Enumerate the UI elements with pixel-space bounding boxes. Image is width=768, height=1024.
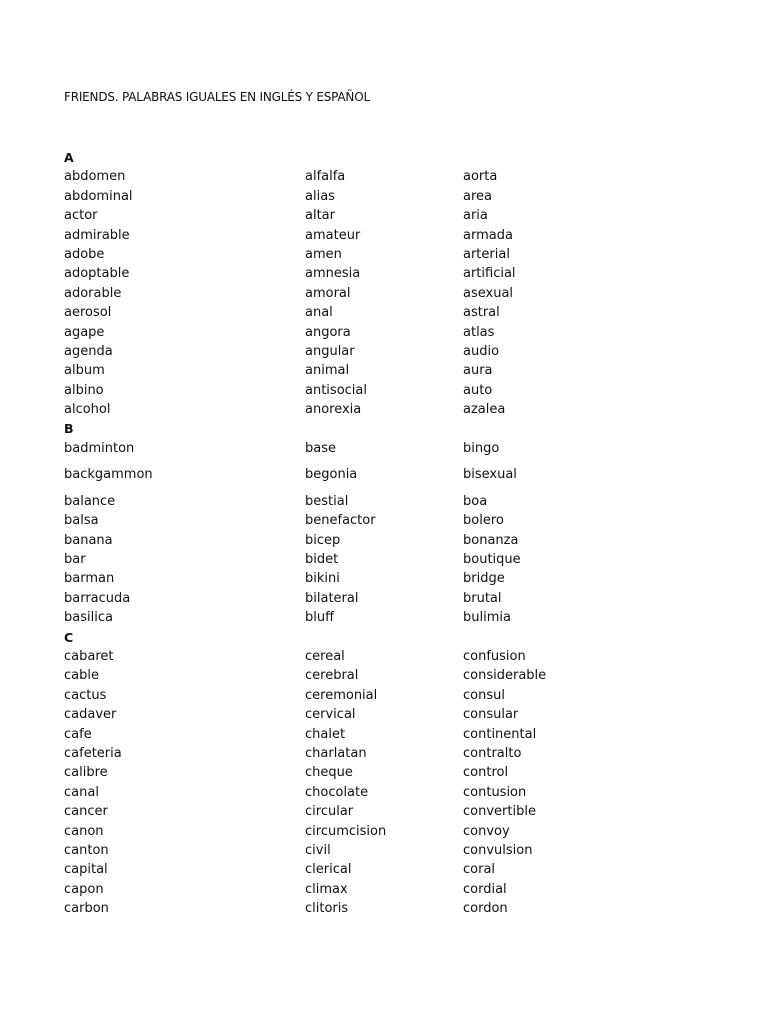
word-cell: bilateral [305, 590, 359, 606]
word-row [64, 666, 704, 685]
word-cell: alcohol [64, 402, 111, 418]
word-cell: animal [305, 363, 350, 379]
word-cell: contralto [463, 745, 522, 761]
word-row [64, 589, 704, 608]
section-letter-heading: B [64, 421, 74, 437]
word-row [64, 511, 704, 530]
word-cell: balance [64, 493, 116, 509]
word-row [64, 187, 704, 206]
word-cell: bar [64, 552, 86, 568]
word-cell: considerable [463, 668, 547, 684]
word-cell: antisocial [305, 382, 367, 398]
word-cell: charlatan [305, 745, 367, 761]
word-cell: bikini [305, 571, 340, 587]
word-row [64, 264, 704, 283]
word-row [64, 361, 704, 380]
word-row [64, 783, 704, 802]
word-cell: capon [64, 881, 104, 897]
word-row [64, 647, 704, 666]
word-cell: armada [463, 227, 513, 243]
word-row [64, 303, 704, 322]
word-cell: asexual [463, 285, 514, 301]
word-cell: cordial [463, 881, 507, 897]
word-cell: agape [64, 324, 105, 340]
word-cell: altar [305, 208, 335, 224]
word-cell: bisexual [463, 467, 517, 483]
word-cell: brutal [463, 590, 502, 606]
word-cell: contusion [463, 784, 527, 800]
word-row [64, 531, 704, 550]
word-row [64, 439, 704, 466]
word-cell: banana [64, 532, 113, 548]
word-cell: circumcision [305, 823, 387, 839]
word-cell: calibre [64, 765, 108, 781]
word-cell: coral [463, 862, 496, 878]
word-row [64, 323, 704, 342]
word-cell: balsa [64, 513, 99, 529]
word-cell: bluff [305, 610, 335, 626]
word-cell: convoy [463, 823, 510, 839]
word-cell: alfalfa [305, 169, 346, 185]
word-row [64, 284, 704, 303]
word-cell: barman [64, 571, 115, 587]
word-cell: bulimia [463, 610, 511, 626]
word-cell: consul [463, 687, 505, 703]
word-cell: adobe [64, 246, 105, 262]
word-cell: chalet [305, 726, 346, 742]
word-cell: confusion [463, 648, 526, 664]
word-cell: artificial [463, 266, 516, 282]
word-cell: bonanza [463, 532, 519, 548]
word-cell: aorta [463, 169, 498, 185]
word-cell: clitoris [305, 901, 349, 917]
word-row [64, 381, 704, 400]
word-cell: cabaret [64, 648, 114, 664]
word-row [64, 802, 704, 821]
word-cell: admirable [64, 227, 130, 243]
word-cell: aura [463, 363, 493, 379]
word-cell: astral [463, 305, 500, 321]
word-cell: basilica [64, 610, 113, 626]
word-cell: adorable [64, 285, 122, 301]
word-cell: amen [305, 246, 342, 262]
word-cell: cafe [64, 726, 92, 742]
word-cell: angora [305, 324, 351, 340]
word-row [64, 206, 704, 225]
word-list [64, 148, 704, 918]
word-cell: convulsion [463, 842, 533, 858]
word-cell: base [305, 440, 336, 456]
word-cell: clerical [305, 862, 352, 878]
word-row [64, 342, 704, 361]
word-row [64, 725, 704, 744]
word-cell: bridge [463, 571, 505, 587]
word-cell: area [463, 188, 492, 204]
word-cell: adoptable [64, 266, 130, 282]
section-letter-heading: C [64, 629, 74, 645]
word-cell: cactus [64, 687, 107, 703]
word-cell: amateur [305, 227, 361, 243]
word-cell: album [64, 363, 105, 379]
word-cell: convertible [463, 804, 536, 820]
word-cell: consular [463, 707, 519, 723]
word-cell: boutique [463, 552, 521, 568]
word-cell: amnesia [305, 266, 361, 282]
word-cell: bestial [305, 493, 349, 509]
word-cell: arterial [463, 246, 510, 262]
word-cell: climax [305, 881, 348, 897]
word-cell: continental [463, 726, 537, 742]
word-cell: auto [463, 382, 493, 398]
word-row [64, 226, 704, 245]
word-row [64, 822, 704, 841]
word-row [64, 400, 704, 419]
word-row [64, 245, 704, 264]
word-cell: bidet [305, 552, 339, 568]
word-row [64, 763, 704, 782]
word-cell: cancer [64, 804, 108, 820]
word-cell: cervical [305, 707, 356, 723]
word-cell: bicep [305, 532, 341, 548]
word-cell: bingo [463, 440, 500, 456]
word-cell: civil [305, 842, 331, 858]
word-cell: cable [64, 668, 99, 684]
word-cell: albino [64, 382, 104, 398]
word-cell: cordon [463, 901, 508, 917]
word-cell: cerebral [305, 668, 359, 684]
word-cell: anal [305, 305, 333, 321]
word-cell: anorexia [305, 402, 362, 418]
word-cell: badminton [64, 440, 135, 456]
word-cell: capital [64, 862, 108, 878]
word-cell: atlas [463, 324, 495, 340]
word-cell: carbon [64, 901, 109, 917]
word-row [64, 860, 704, 879]
word-cell: ceremonial [305, 687, 378, 703]
word-cell: cereal [305, 648, 345, 664]
word-cell: cheque [305, 765, 353, 781]
word-cell: boa [463, 493, 488, 509]
word-cell: canton [64, 842, 109, 858]
word-cell: control [463, 765, 509, 781]
word-cell: canal [64, 784, 99, 800]
word-row [64, 465, 704, 492]
word-row [64, 705, 704, 724]
word-row [64, 841, 704, 860]
word-row [64, 899, 704, 918]
word-cell: canon [64, 823, 104, 839]
word-row [64, 608, 704, 627]
word-row [64, 492, 704, 511]
word-cell: chocolate [305, 784, 369, 800]
word-cell: abdominal [64, 188, 133, 204]
word-cell: benefactor [305, 513, 376, 529]
word-cell: alias [305, 188, 335, 204]
word-row [64, 880, 704, 899]
word-cell: agenda [64, 343, 113, 359]
word-cell: backgammon [64, 467, 153, 483]
word-row [64, 550, 704, 569]
word-cell: cafeteria [64, 745, 122, 761]
word-row [64, 744, 704, 763]
word-cell: audio [463, 343, 500, 359]
word-cell: begonia [305, 467, 358, 483]
word-cell: aria [463, 208, 488, 224]
word-cell: actor [64, 208, 98, 224]
document-title: FRIENDS. PALABRAS IGUALES EN INGLÉS Y ESPAÑOL [64, 90, 370, 104]
word-cell: azalea [463, 402, 506, 418]
word-cell: circular [305, 804, 354, 820]
word-row [64, 569, 704, 588]
word-row [64, 686, 704, 705]
word-cell: amoral [305, 285, 351, 301]
word-cell: angular [305, 343, 355, 359]
word-cell: aerosol [64, 305, 112, 321]
word-cell: bolero [463, 513, 504, 529]
word-cell: abdomen [64, 169, 126, 185]
word-cell: barracuda [64, 590, 131, 606]
section-letter-heading: A [64, 150, 74, 165]
word-cell: cadaver [64, 707, 117, 723]
word-row [64, 167, 704, 186]
